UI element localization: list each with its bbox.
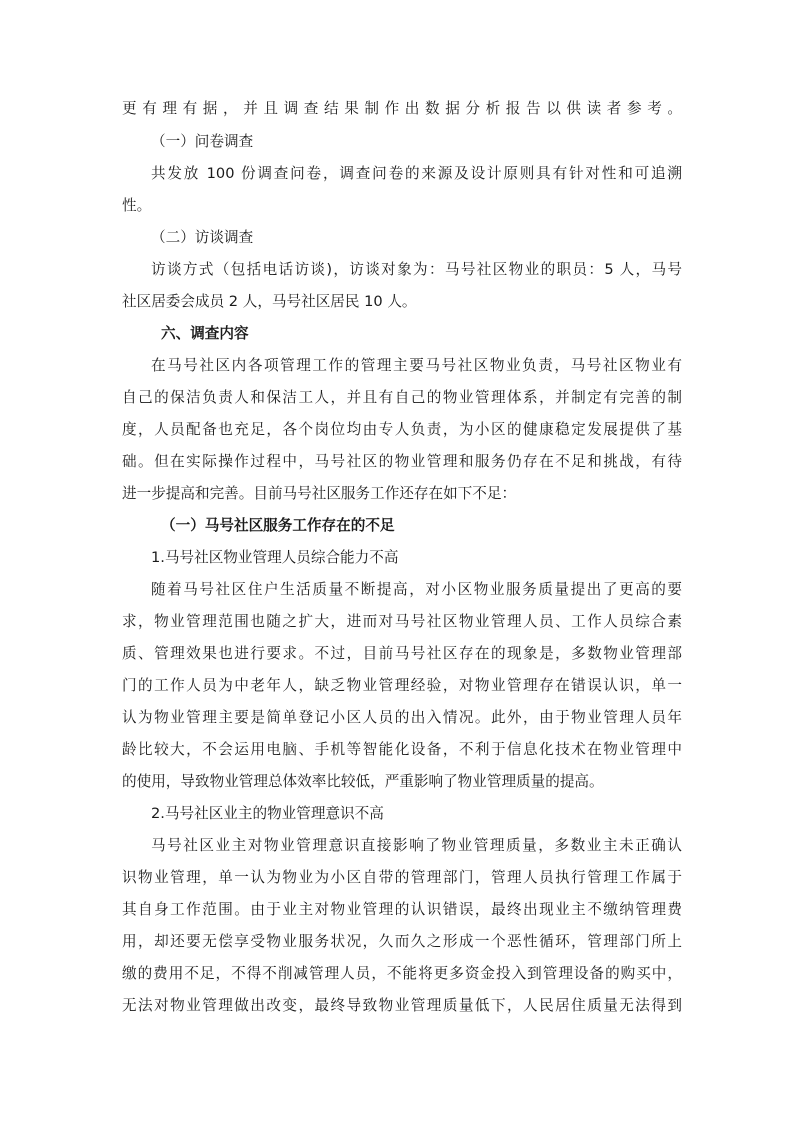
paragraph-line: 求，物业管理范围也随之扩大，进而对马号社区物业管理人员、工作人员综合素 xyxy=(122,613,682,630)
paragraph-line: 识物业管理，单一认为物业为小区自带的管理部门，管理人员执行管理工作属于 xyxy=(122,869,682,886)
paragraph-line: 社区居委会成员 2 人，马号社区居民 10 人。 xyxy=(122,293,417,310)
paragraph-line: 用，却还要无偿享受物业服务状况，久而久之形成一个恶性循环，管理部门所上 xyxy=(122,933,682,950)
paragraph-line: 访谈方式（包括电话访谈)，访谈对象为：马号社区物业的职员：5 人，马号 xyxy=(151,261,682,278)
section-heading: （一）问卷调查 xyxy=(151,133,254,150)
paragraph-line: 门的工作人员为中老年人，缺乏物业管理经验，对物业管理存在错误认识，单一 xyxy=(122,677,682,694)
subsection-heading: 2.马号社区业主的物业管理意识不高 xyxy=(151,805,384,822)
paragraph-line: 质、管理效果也进行要求。不过，目前马号社区存在的现象是，多数物业管理部 xyxy=(122,645,682,662)
paragraph-line: 其自身工作范围。由于业主对物业管理的认识错误，最终出现业主不缴纳管理费 xyxy=(122,901,682,918)
paragraph-line: 缴的费用不足，不得不削减管理人员，不能将更多资金投入到管理设备的购买中， xyxy=(122,965,682,982)
paragraph-line: 进一步提高和完善。目前马号社区服务工作还存在如下不足： xyxy=(122,485,517,502)
subsection-heading: 1.马号社区物业管理人员综合能力不高 xyxy=(151,549,399,566)
paragraph-line: 随着马号社区住户生活质量不断提高，对小区物业服务质量提出了更高的要 xyxy=(151,581,682,598)
paragraph-line: 更有理有据，并且调查结果制作出数据分析报告以供读者参考。 xyxy=(122,100,682,117)
paragraph-line: 性。 xyxy=(122,197,152,214)
paragraph-line: 马号社区业主对物业管理意识直接影响了物业管理质量，多数业主未正确认 xyxy=(151,837,682,854)
paragraph-line: 认为物业管理主要是简单登记小区人员的出入情况。此外，由于物业管理人员年 xyxy=(122,709,682,726)
paragraph-line: 龄比较大，不会运用电脑、手机等智能化设备，不利于信息化技术在物业管理中 xyxy=(122,741,682,758)
section-heading: （一）马号社区服务工作存在的不足 xyxy=(161,517,395,534)
paragraph-line: 础。但在实际操作过程中，马号社区的物业管理和服务仍存在不足和挑战，有待 xyxy=(122,453,682,470)
chapter-heading: 六、调查内容 xyxy=(161,325,249,342)
paragraph-line: 自己的保洁负责人和保洁工人，并且有自己的物业管理体系，并制定有完善的制 xyxy=(122,389,682,406)
paragraph-line: 共发放 100 份调查问卷，调查问卷的来源及设计原则具有针对性和可追溯 xyxy=(151,165,682,182)
paragraph-line: 无法对物业管理做出改变，最终导致物业管理质量低下，人民居住质量无法得到 xyxy=(122,997,682,1014)
paragraph-line: 在马号社区内各项管理工作的管理主要马号社区物业负责，马号社区物业有 xyxy=(151,357,682,374)
section-heading: （二）访谈调查 xyxy=(151,229,254,246)
paragraph-line: 度，人员配备也充足，各个岗位均由专人负责，为小区的健康稳定发展提供了基 xyxy=(122,421,682,438)
paragraph-line: 的使用，导致物业管理总体效率比较低，严重影响了物业管理质量的提高。 xyxy=(122,773,604,790)
